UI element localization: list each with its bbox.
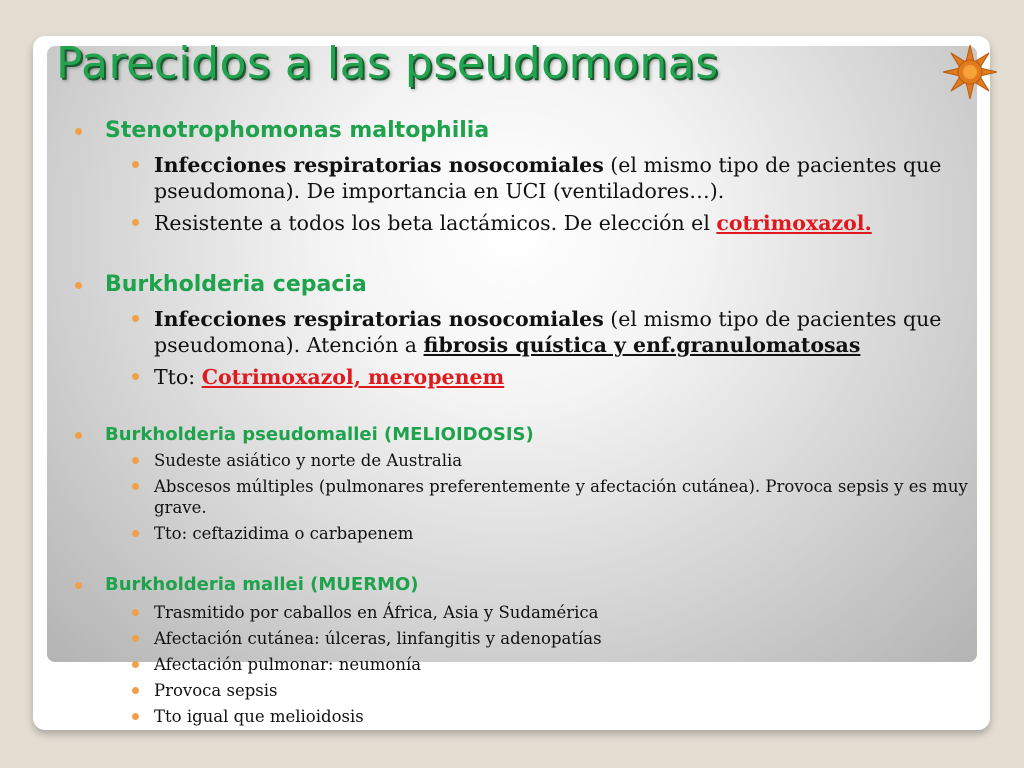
list-item: Tto: Cotrimoxazol, meropenem [132,364,982,390]
bullet-icon [75,432,82,439]
list-item: Tto igual que melioidosis [132,706,982,727]
sun-flower-icon [942,44,998,100]
bullet-icon [132,687,139,694]
list-item: Infecciones respiratorias nosocomiales (el mismo tipo de pacientes que pseudomona). Atención a fibrosis quística y enf.granulomatosas [132,306,982,358]
list-item: Sudeste asiático y norte de Australia [132,450,982,471]
bullet-icon [132,609,139,616]
bullet-icon [132,315,139,322]
list-item: Abscesos múltiples (pulmonares preferentemente y afectación cutánea). Provoca sepsis y es muy grave. [132,476,982,518]
bullet-icon [75,282,82,289]
list-item: Resistente a todos los beta lactámicos. De elección el cotrimoxazol. [132,210,982,236]
list-item: Tto: ceftazidima o carbapenem [132,523,982,544]
list-item: Afectación cutánea: úlceras, linfangitis y adenopatías [132,628,982,649]
bullet-icon [132,635,139,642]
bullet-icon [75,582,82,589]
list-item: Trasmitido por caballos en África, Asia y Sudamérica [132,602,982,623]
bullet-icon [132,373,139,380]
bullet-icon [132,457,139,464]
list-item: Provoca sepsis [132,680,982,701]
bullet-icon [132,161,139,168]
bullet-icon [132,713,139,720]
bullet-icon [132,483,139,490]
list-item: Infecciones respiratorias nosocomiales (el mismo tipo de pacientes que pseudomona). De importancia en UCI (ventiladores…). [132,152,982,204]
slide-title: Parecidos a las pseudomonas [56,38,719,89]
list-item: Afectación pulmonar: neumonía [132,654,982,675]
bullet-icon [132,661,139,668]
bullet-icon [132,219,139,226]
bullet-icon [132,530,139,537]
bullet-icon [75,128,82,135]
